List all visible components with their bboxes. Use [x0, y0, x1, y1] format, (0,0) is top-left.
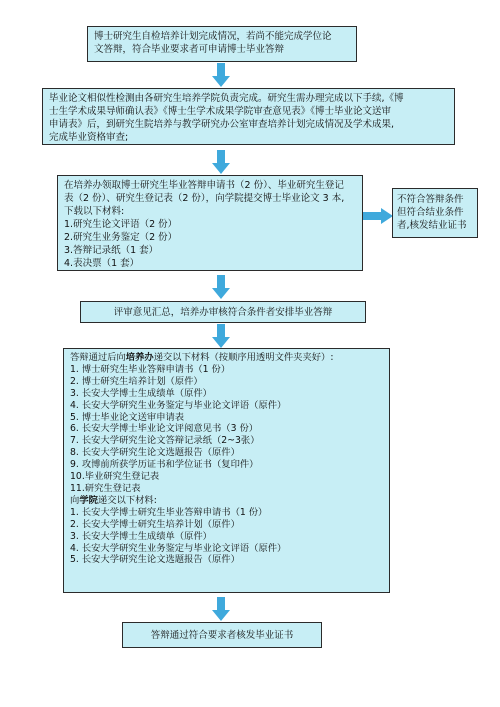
box3-line-7: 4.表决票（1 套） — [64, 258, 140, 269]
box5-item-a-9: 9. 攻博前所获学历证书和学位证书（复印件） — [70, 459, 259, 471]
box5-item-a-8: 8. 长安大学研究生论文选题报告（原件） — [70, 447, 240, 459]
right-arrow-icon — [363, 208, 393, 224]
box5-item-a-3: 3. 长安大学博士生成绩单（原件） — [70, 387, 212, 399]
box2-line-4: 完成毕业资格审查; — [49, 132, 129, 143]
box5-intro — [70, 352, 383, 364]
box5-item-a-7: 7. 长安大学研究生论文答辩记录纸（2~3张） — [70, 435, 260, 447]
box3-line-6: 3.答辩记录纸（1 套） — [64, 245, 159, 256]
box5-mid — [70, 495, 383, 507]
box3-line-1: 在培养办领取博士研究生毕业答辩申请书（2 份）、毕业研究生登记 — [64, 180, 344, 191]
box1-line-1: 博士研究生自检培养计划完成情况，若尚不能完成学位论 — [94, 31, 332, 42]
down-arrow-icon — [212, 63, 230, 87]
down-arrow-icon — [212, 597, 230, 621]
step-collect-materials-box — [57, 175, 363, 271]
box5-item-b-3: 3. 长安大学博士生成绩单（原件） — [70, 530, 212, 542]
side-line-1: 不符合答辩条件 — [397, 194, 464, 205]
box5-item-a-11: 11.研究生登记表 — [70, 482, 141, 494]
box2-line-3: 申请表》后，到研究生院培养与教学研究办公室审查培养计划完成情况及学术成果, — [49, 119, 395, 130]
side-completion-certificate-box — [392, 188, 478, 238]
box2-line-1: 毕业论文相似性检测由各研究生培养学院负责完成。研究生需办理完成以下手续,《博 — [49, 93, 404, 104]
step-review-summary-box — [80, 301, 366, 323]
side-line-3: 者,核发结业证书 — [397, 220, 467, 231]
box5-item-a-1: 1. 博士研究生毕业答辩申请书（1 份） — [70, 363, 231, 375]
box5-item-a-6: 6. 长安大学博士毕业论文评阅意见书（3 份） — [70, 423, 259, 435]
down-arrow-icon — [212, 275, 230, 299]
box4-text: 评审意见汇总，培养办审核符合条件者安排毕业答辩 — [113, 307, 333, 318]
box5-intro-prefix: 答辩通过后向 — [70, 352, 126, 363]
box5-item-b-1: 1. 长安大学博士研究生毕业答辩申请书（1 份） — [70, 506, 268, 518]
box3-line-4: 1.研究生论文评语（2 份） — [64, 219, 178, 230]
box5-item-b-5: 5. 长安大学研究生论文选题报告（原件） — [70, 554, 240, 566]
step-qualification-review-box — [42, 88, 455, 145]
box3-line-5: 2.研究生业务鉴定（2 份） — [64, 232, 178, 243]
box5-mid-prefix: 向 — [70, 494, 80, 506]
down-arrow-icon — [212, 324, 230, 348]
box2-line-2: 士生学术成果导师确认表》《博士生学术成果学院审查意见表》《博士毕业论文送审 — [49, 106, 392, 117]
box5-item-a-4: 4. 长安大学研究生业务鉴定与毕业论文评语（原件） — [70, 399, 287, 411]
box5-item-b-4: 4. 长安大学研究生业务鉴定与毕业论文评语（原件） — [70, 542, 287, 554]
box3-line-2: 表（2 份）、研究生登记表（2 份），向学院提交博士毕业论文 3 本, — [64, 193, 345, 204]
step-issue-diploma-box — [122, 622, 322, 648]
box5-mid-bold: 学院 — [79, 494, 98, 506]
box5-item-b-2: 2. 长安大学博士研究生培养计划（原件） — [70, 518, 240, 530]
side-line-2: 但符合结业条件 — [397, 207, 464, 218]
step-self-check-box — [87, 26, 357, 62]
box1-line-2: 文答辩，符合毕业要求者可申请博士毕业答辩 — [94, 44, 285, 55]
box6-text: 答辩通过符合要求者核发毕业证书 — [150, 630, 294, 641]
box5-intro-bold: 培养办 — [125, 352, 154, 363]
down-arrow-icon — [212, 150, 230, 174]
box5-item-a-2: 2. 博士研究生培养计划（原件） — [70, 375, 203, 387]
box5-mid-suffix: 递交以下材料: — [97, 494, 157, 506]
step-submit-materials-box — [63, 348, 390, 593]
box3-line-3: 下载以下材料: — [64, 206, 125, 217]
box5-item-a-5: 5. 博士毕业论文送审申请表 — [70, 411, 185, 423]
box5-item-a-10: 10.毕业研究生登记表 — [70, 471, 160, 483]
box5-intro-suffix: 递交以下材料（按顺序用透明文件夹夹好）: — [153, 352, 334, 363]
